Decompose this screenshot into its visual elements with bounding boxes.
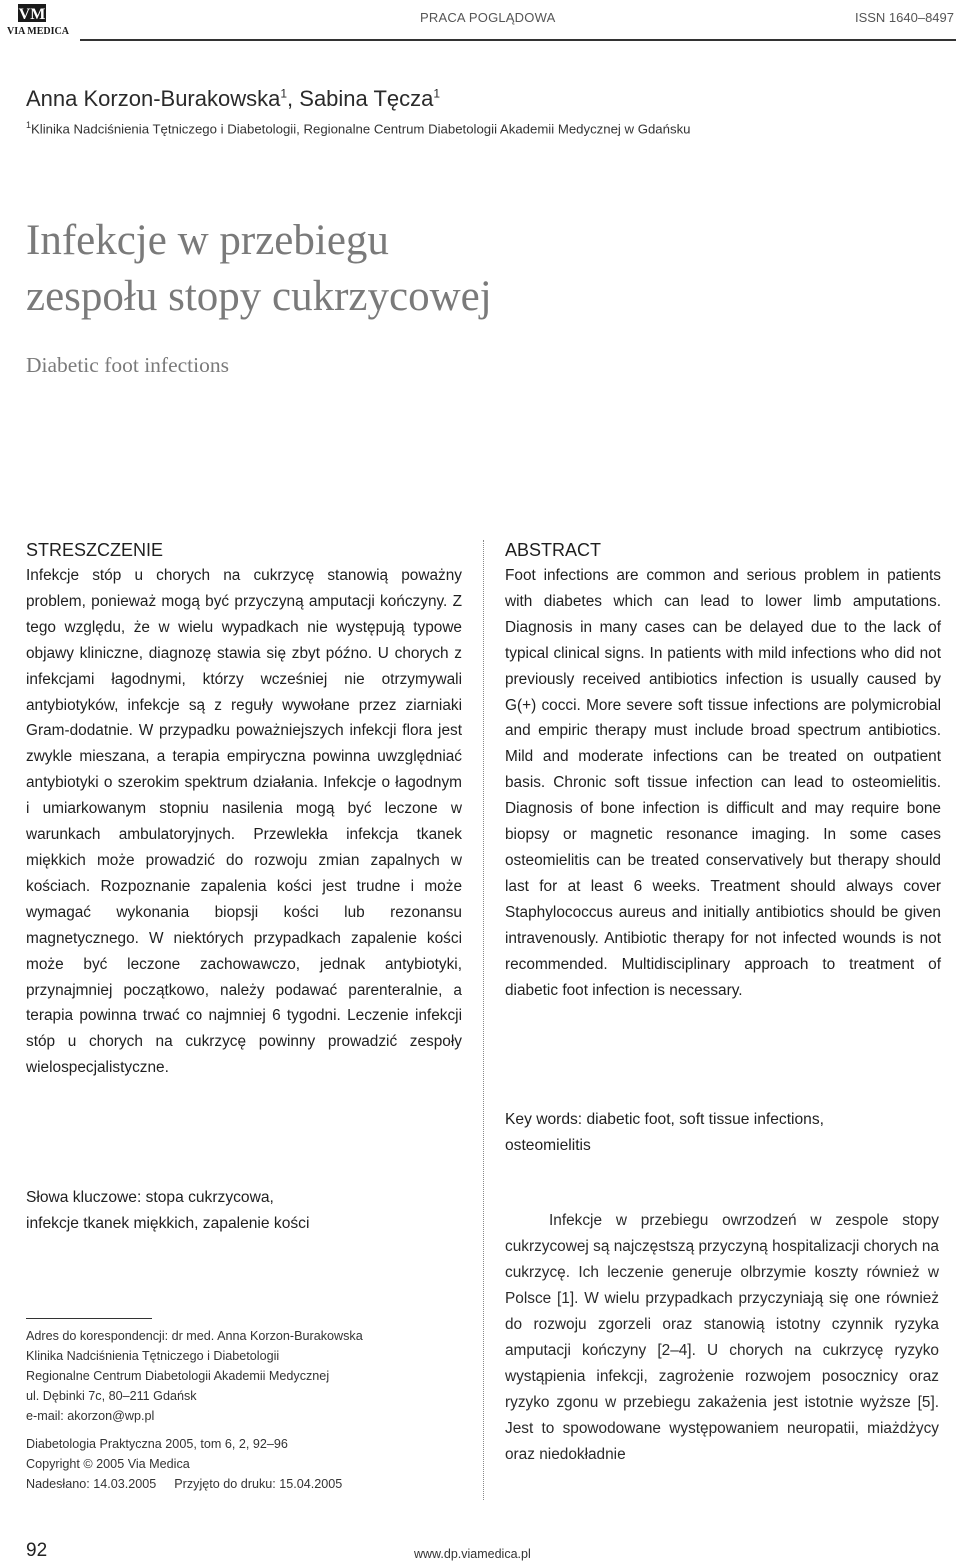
section-label: PRACA POGLĄDOWA	[420, 10, 556, 25]
correspondence-line-2: Klinika Nadciśnienia Tętniczego i Diabetologii	[26, 1349, 280, 1363]
title-line-1: Infekcje w przebiegu	[26, 217, 389, 264]
abstract-section	[505, 537, 941, 1003]
article-title	[26, 213, 726, 325]
issn: ISSN 1640–8497	[854, 10, 954, 25]
article-subtitle: Diabetic foot infections	[26, 353, 229, 377]
affiliation-sup: 1	[26, 120, 32, 130]
affiliation	[26, 120, 691, 136]
author-1-sup: 1	[280, 86, 288, 101]
correspondence-line-3: Regionalne Centrum Diabetologii Akademii Medycznej	[26, 1369, 330, 1383]
keywords-pl-line-1: Słowa kluczowe: stopa cukrzycowa,	[26, 1189, 274, 1206]
author-1: Anna Korzon-Burakowska	[26, 86, 281, 111]
website-link[interactable]: www.dp.viamedica.pl	[414, 1547, 531, 1561]
streszczenie-body: Infekcje stóp u chorych na cukrzycę stanowią poważny problem, ponieważ mogą być przyczyną amputacji kończyny. Z tego względu, że w wielu wypadkach nie występują typowe objawy kliniczne, diagnozę stawia się zbyt późno. U chorych z infekcjami łagodnymi, którzy wcześniej nie otrzymywali antybiotyków, infekcje są z reguły wywołane przez ziarniaki Gram-dodatnie. W przypadku poważniejszych infekcji flora jest zwykle mieszana, a terapia empiryczna powinna uwzględniać antybiotyki o szerokim spektrum działania. Infekcje o łagodnym i umiarkowanym stopniu nasilenia mogą być leczone w warunkach ambulatoryjnych. Przewlekła infekcja tkanek miękkich może prowadzić do rozwoju zmian zapalnych w kościach. Rozpoznanie zapalenia kości jest trudne i może wymagać wykonania biopsji kości lub rezonansu magnetycznego. W niektórych przypadkach zapalenie kości może być leczone zachowawczo, jednak antybiotyki, przynajmniej początkowo, należy podawać parenteralnie, a terapia powinna trwać co najmniej 6 tygodni. Leczenie infekcji stóp u chorych na cukrzycę powinny prowadzić zespoły wielospecjalistyczne.	[26, 567, 462, 1077]
correspondence-email: e-mail: akorzon@wp.pl	[26, 1409, 155, 1423]
received-date: Nadesłano: 14.03.2005	[26, 1477, 157, 1491]
keywords-pl-line-2: infekcje tkanek miękkich, zapalenie kości	[26, 1215, 310, 1232]
accepted-date: Przyjęto do druku: 15.04.2005	[174, 1477, 343, 1491]
author-2: , Sabina Tęcza	[287, 86, 434, 111]
column-divider	[483, 540, 485, 1500]
svg-text:VM: VM	[18, 6, 46, 23]
abstract-heading: ABSTRACT	[505, 540, 602, 560]
keywords-en	[505, 1107, 941, 1159]
dates	[26, 1474, 342, 1494]
abstract-body: Foot infections are common and serious problem in patients with diabetes which can lead to lower limb amputations. Diagnosis in many cases can be delayed due to the lack of typical clinical signs. In patients with mild infections who did not previously received antibiotics infection is usually caused by G(+) cocci. More severe soft tissue infections are polymicrobial and empiric therapy must include broad spectrum antibiotics. Mild and moderate infections can be treated on outpatient basis. Chronic soft tissue infection can lead to osteomielitis. Diagnosis of bone infection is difficult and may require bone biopsy or magnetic resonance imaging. In some cases osteomielitis can be treated conservatively but therapy should last for at least 6 weeks. Treatment should always cover Staphylococcus aureus and initially antibiotics should be given intravenously. Antibiotic therapy for not infected wounds is not recommended. Multidisciplinary approach to treatment of diabetic foot infection is necessary.	[505, 567, 941, 999]
author-2-sup: 1	[433, 86, 441, 101]
journal-citation: Diabetologia Praktyczna 2005, tom 6, 2, 92–96	[26, 1437, 288, 1451]
streszczenie-section	[26, 537, 462, 1081]
title-line-2: zespołu stopy cukrzycowej	[26, 273, 492, 320]
streszczenie-heading: STRESZCZENIE	[26, 540, 164, 560]
correspondence	[26, 1326, 363, 1426]
affiliation-text: Klinika Nadciśnienia Tętniczego i Diabetologii, Regionalne Centrum Diabetologii Akademii Medycznej w Gdańsku	[31, 121, 691, 137]
footnote-rule	[26, 1318, 152, 1319]
svg-text:VIA MEDICA: VIA MEDICA	[7, 26, 69, 36]
keywords-en-line-1: Key words: diabetic foot, soft tissue infections,	[505, 1111, 824, 1128]
intro-paragraph: Infekcje w przebiegu owrzodzeń w zespole stopy cukrzycowej są najczęstszą przyczyną hospitalizacji chorych na cukrzycę. Ich leczenie generuje olbrzymie koszty również w Polsce [1]. W wielu przypadkach przyczyniają się one również do rozwoju zgorzeli oraz stanowią istotny czynnik ryzyka amputacji kończyny [2–4]. U chorych na cukrzycę ryzyko wystąpienia infekcji, zagrożenie rozwojem posocznicy oraz ryzyko zgonu w przebiegu zakażenia jest istotnie wyższe [5]. Jest to spowodowane występowaniem neuropatii, miażdżycy oraz niedokładnie	[505, 1212, 939, 1463]
keywords-pl	[26, 1185, 446, 1237]
copyright: Copyright © 2005 Via Medica	[26, 1457, 190, 1471]
correspondence-line-4: ul. Dębinki 7c, 80–211 Gdańsk	[26, 1389, 197, 1403]
publication-info	[26, 1434, 342, 1494]
keywords-en-line-2: osteomielitis	[505, 1137, 591, 1154]
page-number: 92	[26, 1540, 48, 1561]
via-medica-logo	[6, 4, 70, 36]
header-rule	[80, 39, 956, 41]
authors	[26, 86, 440, 112]
correspondence-line-1: Adres do korespondencji: dr med. Anna Korzon-Burakowska	[26, 1329, 363, 1343]
via-medica-logo-icon	[6, 4, 70, 36]
